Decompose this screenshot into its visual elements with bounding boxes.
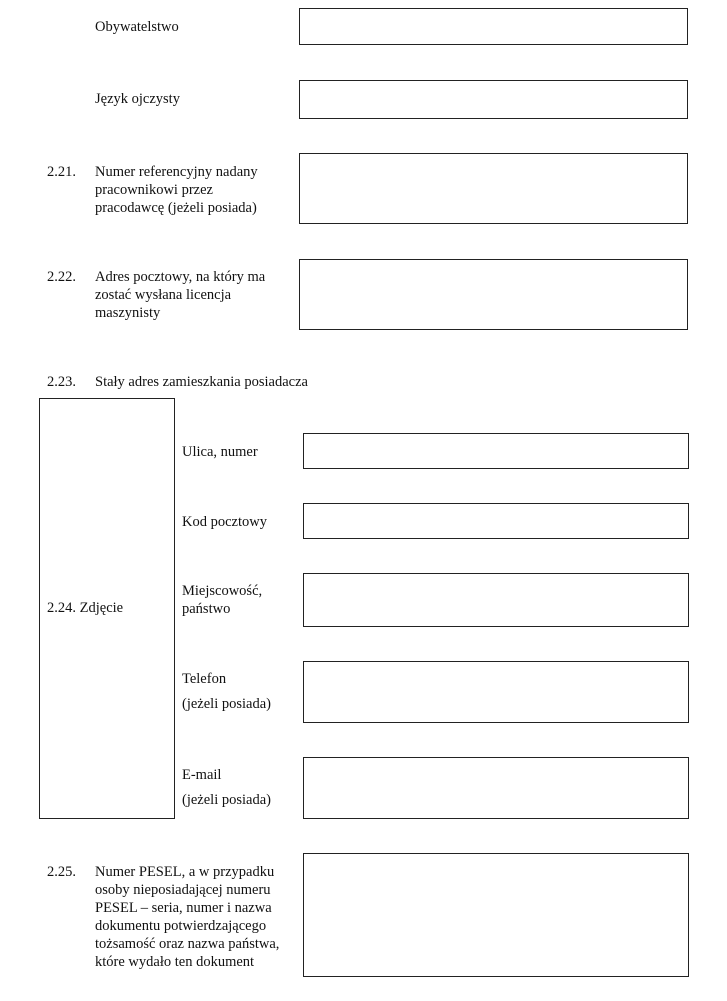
email-field[interactable]	[303, 757, 689, 819]
field-number-2-23: 2.23.	[47, 374, 76, 390]
label-line: Telefon	[182, 671, 227, 687]
postal-address-field[interactable]	[299, 259, 688, 330]
label-line: pracodawcę (jeżeli posiada)	[95, 200, 257, 216]
city-country-label	[182, 582, 262, 618]
phone-field[interactable]	[303, 661, 689, 723]
field-number-2-22: 2.22.	[47, 269, 76, 285]
citizenship-label: Obywatelstwo	[95, 19, 179, 35]
field-number-2-21: 2.21.	[47, 164, 76, 180]
label-line: zostać wysłana licencja	[95, 287, 232, 303]
label-line: PESEL – seria, numer i nazwa	[95, 900, 272, 916]
label-line: Numer referencyjny nadany	[95, 164, 258, 180]
label-line: maszynisty	[95, 305, 161, 321]
native-language-field[interactable]	[299, 80, 688, 119]
pesel-label	[95, 863, 279, 971]
label-line: (jeżeli posiada)	[182, 792, 271, 808]
city-country-field[interactable]	[303, 573, 689, 627]
photo-label: 2.24. Zdjęcie	[47, 600, 124, 616]
pesel-field[interactable]	[303, 853, 689, 977]
email-label	[182, 763, 271, 813]
postal-code-label: Kod pocztowy	[182, 514, 267, 530]
citizenship-field[interactable]	[299, 8, 688, 45]
street-field[interactable]	[303, 433, 689, 469]
label-line: pracownikowi przez	[95, 182, 213, 198]
street-label: Ulica, numer	[182, 444, 258, 460]
label-line: E-mail	[182, 767, 222, 783]
label-line: Numer PESEL, a w przypadku	[95, 864, 275, 880]
label-line: (jeżeli posiada)	[182, 696, 271, 712]
reference-number-field[interactable]	[299, 153, 688, 224]
phone-label	[182, 667, 271, 717]
label-line: które wydało ten dokument	[95, 954, 255, 970]
label-line: Miejscowość,	[182, 583, 263, 599]
native-language-label: Język ojczysty	[95, 91, 180, 107]
label-line: Adres pocztowy, na który ma	[95, 269, 266, 285]
label-line: osoby nieposiadającej numeru	[95, 882, 271, 898]
postal-address-label	[95, 268, 265, 322]
postal-code-field[interactable]	[303, 503, 689, 539]
permanent-address-label: Stały adres zamieszkania posiadacza	[95, 374, 308, 390]
label-line: państwo	[182, 601, 231, 617]
label-line: dokumentu potwierdzającego	[95, 918, 267, 934]
label-line: tożsamość oraz nazwa państwa,	[95, 936, 280, 952]
reference-number-label	[95, 163, 258, 217]
field-number-2-25: 2.25.	[47, 864, 76, 880]
